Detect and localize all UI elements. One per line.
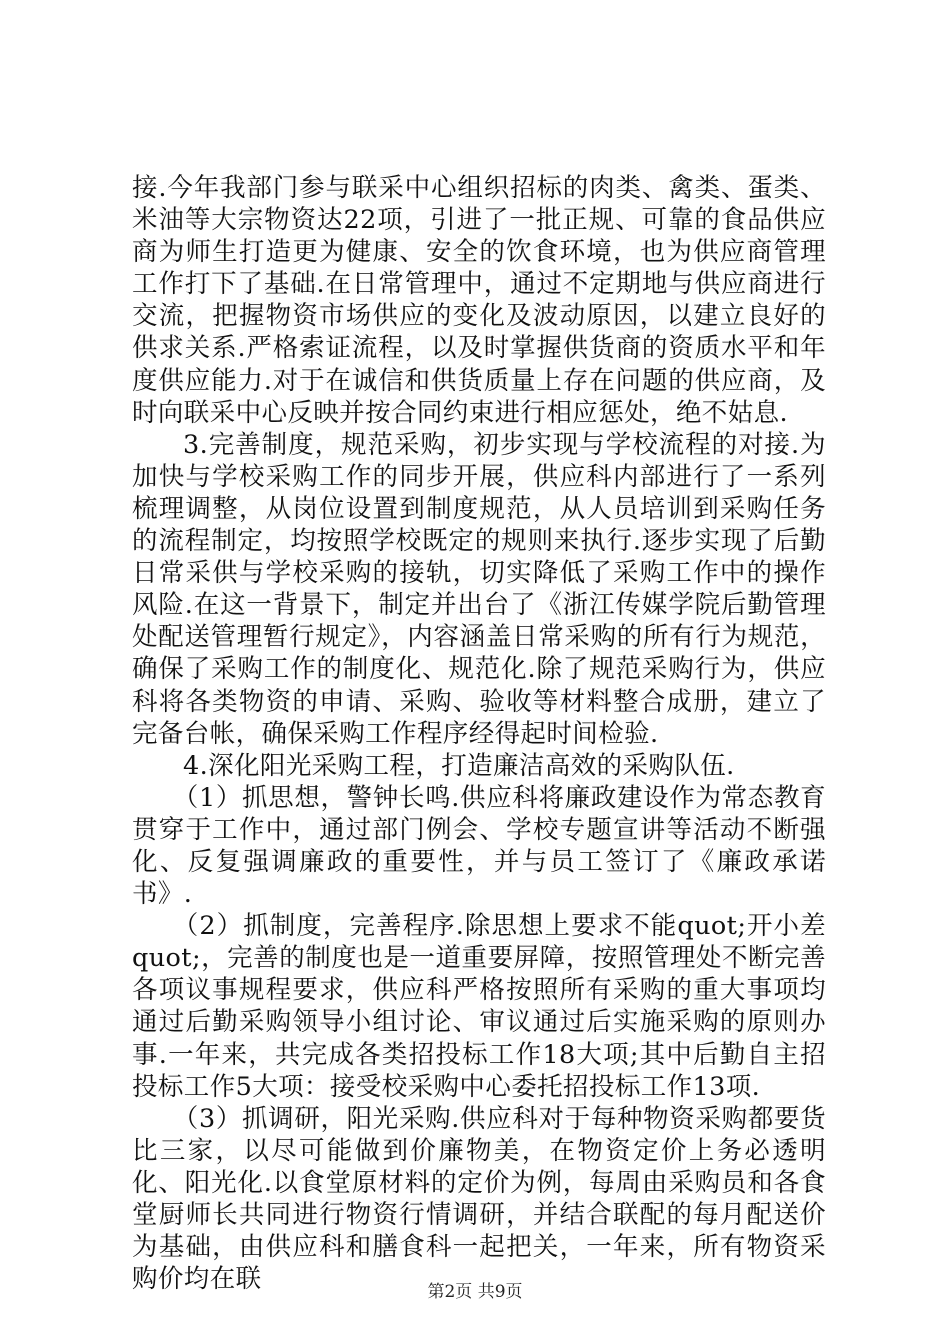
document-body — [132, 172, 826, 1295]
paragraph-subitem-1: （1）抓思想，警钟长鸣.供应科将廉政建设作为常态教育贯穿于工作中，通过部门例会、学校专题宣讲等活动不断强化、反复强调廉政的重要性，并与员工签订了《廉政承诺书》. — [132, 782, 826, 910]
paragraph-subitem-3: （3）抓调研，阳光采购.供应科对于每种物资采购都要货比三家，以尽可能做到价廉物美，在物资定价上务必透明化、阳光化.以食堂原材料的定价为例，每周由采购员和各食堂厨师长共同进行物资行情调研，并结合联配的每月配送价为基础，由供应科和膳食科一起把关，一年来，所有物资采购价均在联 — [132, 1103, 826, 1295]
paragraph-item-3: 3.完善制度，规范采购，初步实现与学校流程的对接.为加快与学校采购工作的同步开展，供应科内部进行了一系列梳理调整，从岗位设置到制度规范，从人员培训到采购任务的流程制定，均按照学校既定的规则来执行.逐步实现了后勤日常采供与学校采购的接轨，切实降低了采购工作中的操作风险.在这一背景下，制定并出台了《浙江传媒学院后勤管理处配送管理暂行规定》，内容涵盖日常采购的所有行为规范，确保了采购工作的制度化、规范化.除了规范采购行为，供应科将各类物资的申请、采购、验收等材料整合成册，建立了完备台帐，确保采购工作程序经得起时间检验. — [132, 429, 826, 749]
page-number-footer: 第2页 共9页 — [427, 1282, 523, 1302]
paragraph-item-4-heading: 4.深化阳光采购工程，打造廉洁高效的采购队伍. — [183, 750, 735, 781]
paragraph-supplier-management: 接.今年我部门参与联采中心组织招标的肉类、禽类、蛋类、米油等大宗物资达22项，引进了一批正规、可靠的食品供应商为师生打造更为健康、安全的饮食环境，也为供应商管理工作打下了基础.在日常管理中，通过不定期地与供应商进行交流，把握物资市场供应的变化及波动原因，以建立良好的供求关系.严格索证流程，以及时掌握供货商的资质水平和年度供应能力.对于在诚信和供货质量上存在问题的供应商，及时向联采中心反映并按合同约束进行相应惩处，绝不姑息. — [132, 173, 826, 428]
paragraph-subitem-2: （2）抓制度，完善程序.除思想上要求不能quot;开小差quot;，完善的制度也是一道重要屏障，按照管理处不断完善各项议事规程要求，供应科严格按照所有采购的重大事项均通过后勤采购领导小组讨论、审议通过后实施采购的原则办事.一年来，共完成各类招投标工作18大项;其中后勤自主招投标工作5大项：接受校采购中心委托招投标工作13项. — [132, 911, 826, 1102]
